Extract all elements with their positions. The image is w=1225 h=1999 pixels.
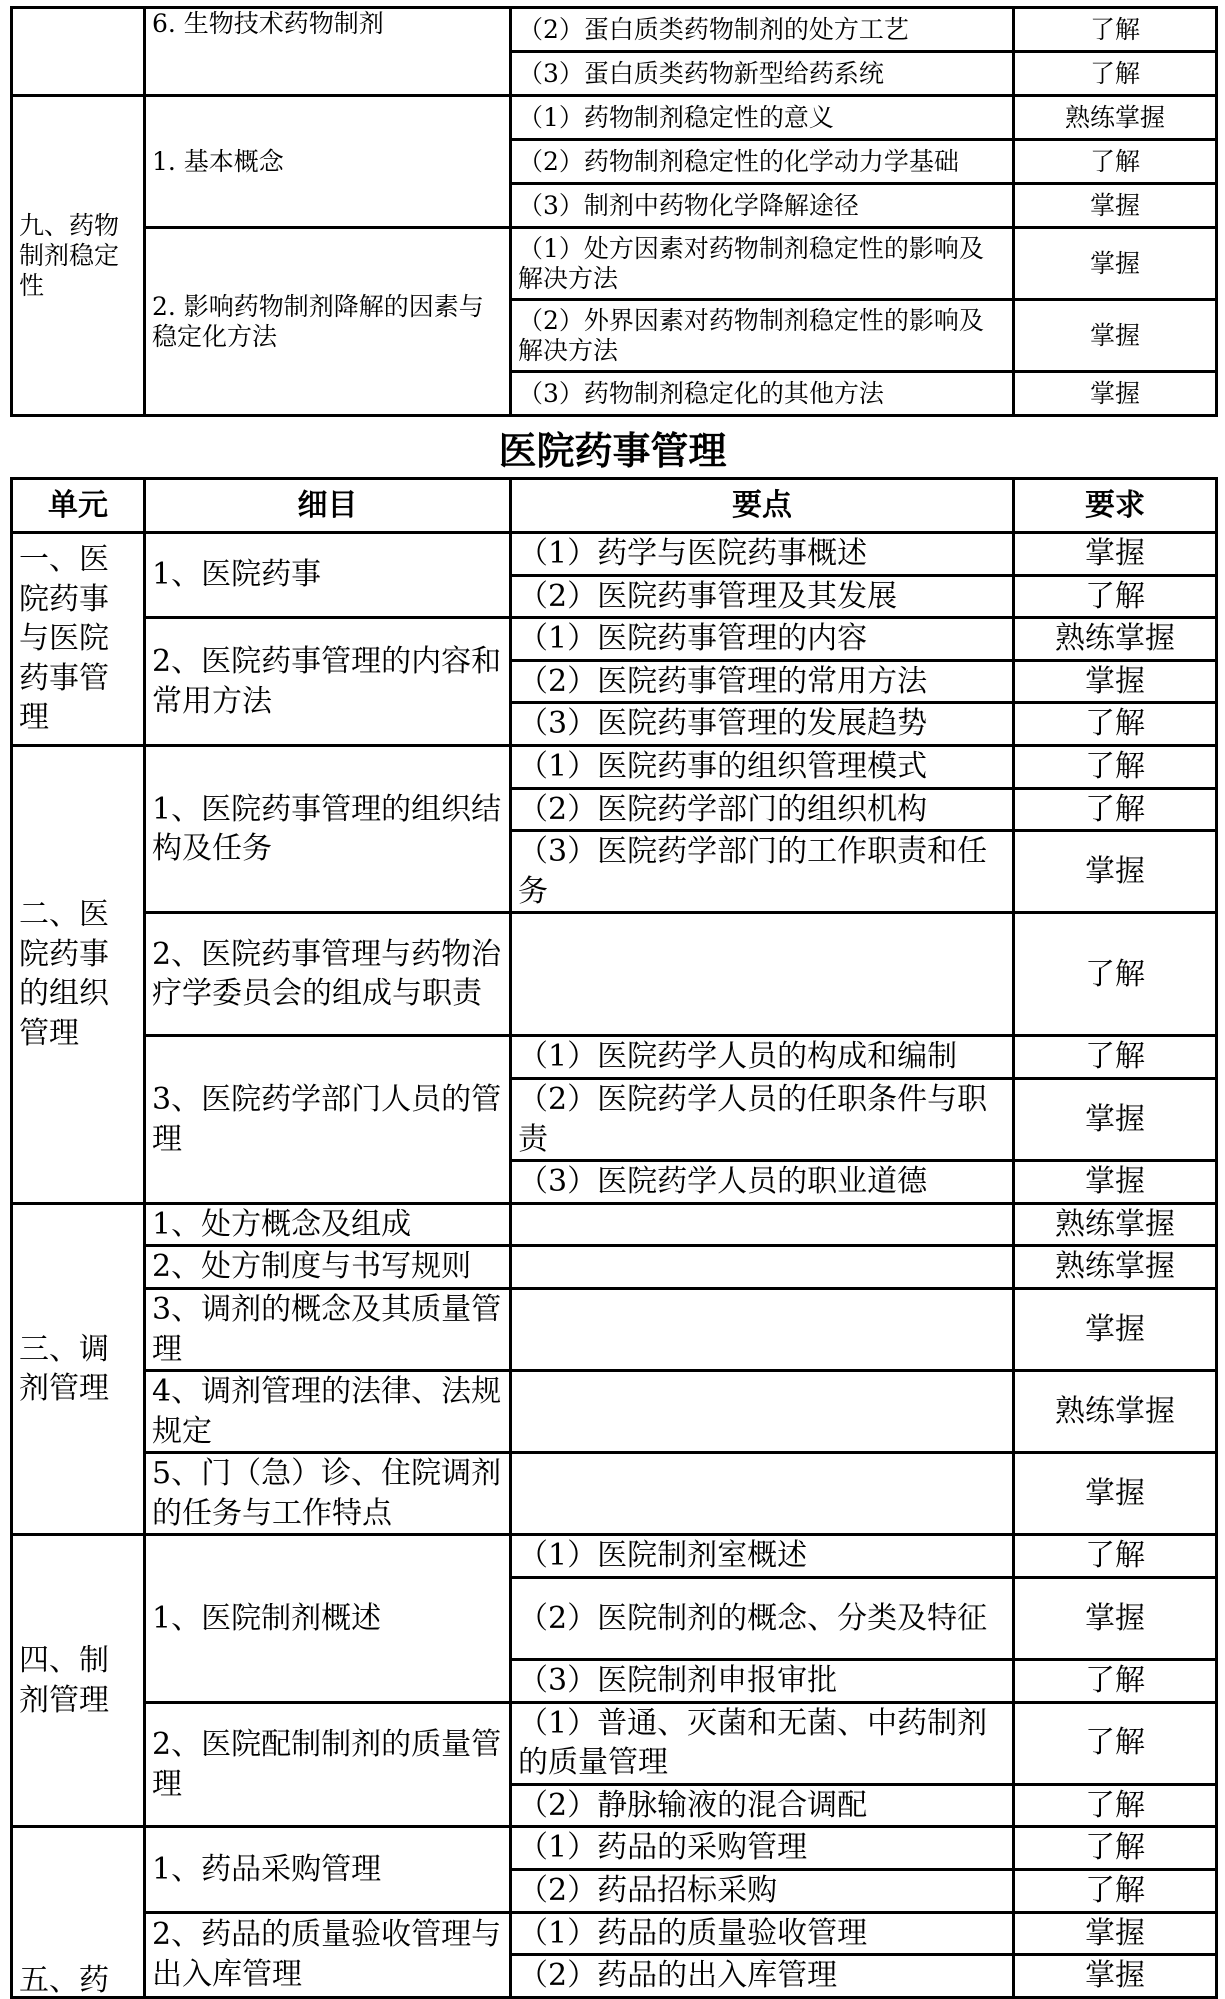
requirement-cell: 掌握 [1014, 1453, 1217, 1535]
detail-cell: 1. 基本概念 [145, 96, 511, 228]
requirement-cell: 了解 [1014, 1660, 1217, 1703]
point-cell: （2）药物制剂稳定性的化学动力学基础 [511, 140, 1014, 184]
point-cell: （1）药品的质量验收管理 [511, 1912, 1014, 1955]
detail-cell: 2、药品的质量验收管理与出入库管理 [145, 1912, 511, 1997]
requirement-cell: 掌握 [1014, 660, 1217, 703]
unit-cell: 九、药物制剂稳定性 [12, 96, 145, 416]
requirement-cell: 了解 [1014, 745, 1217, 788]
detail-cell: 5、门（急）诊、住院调剂的任务与工作特点 [145, 1453, 511, 1535]
point-cell: （1）医院药学人员的构成和编制 [511, 1036, 1014, 1079]
point-cell: （1）药学与医院药事概述 [511, 533, 1014, 576]
point-cell: （3）医院药事管理的发展趋势 [511, 703, 1014, 746]
requirement-cell: 掌握 [1014, 1161, 1217, 1204]
requirement-cell: 熟练掌握 [1014, 618, 1217, 661]
detail-cell: 1、医院药事管理的组织结构及任务 [145, 745, 511, 912]
requirement-cell: 掌握 [1014, 1288, 1217, 1370]
detail-cell: 4、调剂管理的法律、法规规定 [145, 1371, 511, 1453]
requirement-cell: 掌握 [1014, 831, 1217, 913]
point-cell: （2）静脉输液的混合调配 [511, 1784, 1014, 1827]
point-cell: （1）医院制剂室概述 [511, 1535, 1014, 1578]
requirement-cell: 掌握 [1014, 1078, 1217, 1160]
requirement-cell: 熟练掌握 [1014, 1371, 1217, 1453]
point-cell: （3）制剂中药物化学降解途径 [511, 184, 1014, 228]
point-cell: （1）医院药事的组织管理模式 [511, 745, 1014, 788]
requirement-cell: 了解 [1014, 8, 1217, 52]
point-cell: （2）医院药事管理及其发展 [511, 575, 1014, 618]
point-cell: （2）蛋白质类药物制剂的处方工艺 [511, 8, 1014, 52]
requirement-cell: 了解 [1014, 1827, 1217, 1870]
point-cell: （1）药品的采购管理 [511, 1827, 1014, 1870]
point-cell: （3）医院制剂申报审批 [511, 1660, 1014, 1703]
requirement-cell: 了解 [1014, 140, 1217, 184]
point-cell: （3）药物制剂稳定化的其他方法 [511, 372, 1014, 416]
point-cell: （2）药品招标采购 [511, 1870, 1014, 1913]
requirement-cell: 掌握 [1014, 184, 1217, 228]
point-cell: （3）医院药学人员的职业道德 [511, 1161, 1014, 1204]
detail-cell: 2、医院药事管理的内容和常用方法 [145, 618, 511, 746]
point-cell: （1）医院药事管理的内容 [511, 618, 1014, 661]
requirement-cell: 了解 [1014, 1702, 1217, 1784]
requirement-cell: 了解 [1014, 913, 1217, 1036]
point-cell [511, 1288, 1014, 1370]
point-cell: （2）医院制剂的概念、分类及特征 [511, 1578, 1014, 1660]
hospital-pharmacy-table [10, 477, 1218, 1999]
detail-cell: 3、医院药学部门人员的管理 [145, 1036, 511, 1203]
unit-cell: 一、医院药事与医院药事管理 [12, 533, 145, 746]
point-cell [511, 913, 1014, 1036]
detail-cell: 1、医院制剂概述 [145, 1535, 511, 1702]
point-cell: （2）医院药学人员的任职条件与职责 [511, 1078, 1014, 1160]
header-detail: 细目 [145, 479, 511, 533]
point-cell: （1）药物制剂稳定性的意义 [511, 96, 1014, 140]
point-cell [511, 1453, 1014, 1535]
requirement-cell: 了解 [1014, 575, 1217, 618]
point-cell: （3）蛋白质类药物新型给药系统 [511, 52, 1014, 96]
detail-cell: 1、药品采购管理 [145, 1827, 511, 1912]
detail-cell: 2、医院药事管理与药物治疗学委员会的组成与职责 [145, 913, 511, 1036]
requirement-cell: 掌握 [1014, 228, 1217, 300]
requirement-cell: 掌握 [1014, 1912, 1217, 1955]
point-cell [511, 1246, 1014, 1289]
point-cell: （2）医院药学部门的组织机构 [511, 788, 1014, 831]
requirement-cell: 了解 [1014, 788, 1217, 831]
requirement-cell: 了解 [1014, 52, 1217, 96]
requirement-cell: 了解 [1014, 1870, 1217, 1913]
unit-cell: 二、医院药事的组织管理 [12, 745, 145, 1203]
point-cell: （2）外界因素对药物制剂稳定性的影响及解决方法 [511, 300, 1014, 372]
requirement-cell: 熟练掌握 [1014, 1246, 1217, 1289]
requirement-cell: 掌握 [1014, 1578, 1217, 1660]
requirement-cell: 熟练掌握 [1014, 1203, 1217, 1246]
header-requirement: 要求 [1014, 479, 1217, 533]
header-point: 要点 [511, 479, 1014, 533]
unit-cell: 四、制剂管理 [12, 1535, 145, 1827]
detail-cell: 6. 生物技术药物制剂 [145, 8, 511, 96]
requirement-cell: 掌握 [1014, 372, 1217, 416]
requirement-cell: 了解 [1014, 1784, 1217, 1827]
detail-cell: 1、处方概念及组成 [145, 1203, 511, 1246]
unit-cell: 五、药 [12, 1827, 145, 1997]
requirement-cell: 掌握 [1014, 533, 1217, 576]
detail-cell: 2. 影响药物制剂降解的因素与稳定化方法 [145, 228, 511, 416]
detail-cell: 1、医院药事 [145, 533, 511, 618]
point-cell [511, 1203, 1014, 1246]
point-cell: （2）药品的出入库管理 [511, 1955, 1014, 1998]
requirement-cell: 了解 [1014, 703, 1217, 746]
requirement-cell: 掌握 [1014, 300, 1217, 372]
point-cell: （1）处方因素对药物制剂稳定性的影响及解决方法 [511, 228, 1014, 300]
header-unit: 单元 [12, 479, 145, 533]
unit-cell: 三、调剂管理 [12, 1203, 145, 1535]
point-cell: （2）医院药事管理的常用方法 [511, 660, 1014, 703]
header-row [12, 479, 1217, 533]
detail-cell: 2、医院配制制剂的质量管理 [145, 1702, 511, 1827]
detail-cell: 2、处方制度与书写规则 [145, 1246, 511, 1289]
point-cell: （1）普通、灭菌和无菌、中药制剂的质量管理 [511, 1702, 1014, 1784]
requirement-cell: 掌握 [1014, 1955, 1217, 1998]
requirement-cell: 了解 [1014, 1535, 1217, 1578]
requirement-cell: 熟练掌握 [1014, 96, 1217, 140]
requirement-cell: 了解 [1014, 1036, 1217, 1079]
unit-cell [12, 8, 145, 96]
point-cell [511, 1371, 1014, 1453]
pharmaceutics-table [10, 6, 1218, 417]
section-title: 医院药事管理 [498, 428, 727, 473]
detail-cell: 3、调剂的概念及其质量管理 [145, 1288, 511, 1370]
point-cell: （3）医院药学部门的工作职责和任务 [511, 831, 1014, 913]
